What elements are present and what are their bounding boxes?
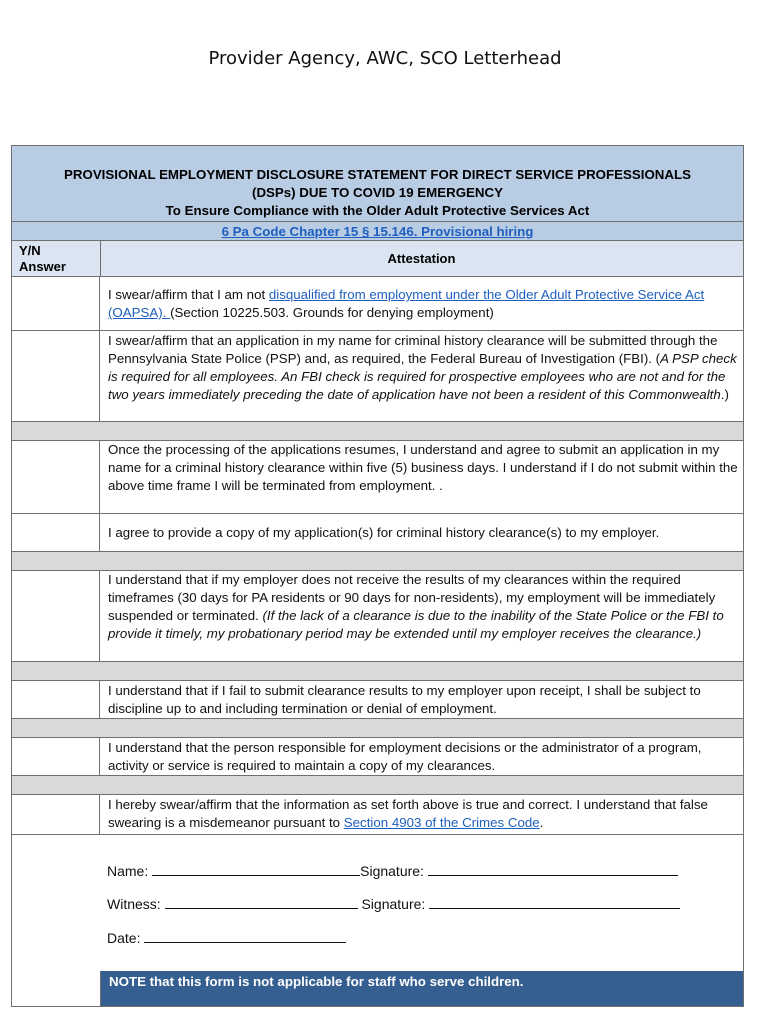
separator-row bbox=[12, 776, 743, 795]
yn-header-line2: Answer bbox=[19, 259, 66, 274]
form-purpose: To Ensure Compliance with the Older Adult Protective Services Act bbox=[165, 203, 590, 218]
letterhead-title: Provider Agency, AWC, SCO Letterhead bbox=[208, 48, 562, 69]
attestation-header: Attestation bbox=[387, 251, 456, 266]
signature-label: Signature: bbox=[360, 863, 428, 879]
witness-signature-line bbox=[107, 895, 680, 913]
witness-signature-field[interactable] bbox=[429, 895, 680, 909]
yn-answer-cell[interactable] bbox=[12, 441, 100, 513]
attestation-text-part: (Section 10225.503. Grounds for denying employment) bbox=[170, 305, 494, 320]
date-label: Date: bbox=[107, 930, 145, 946]
attestation-text bbox=[108, 286, 738, 322]
oapsa-link[interactable]: disqualified from employment under the Older Adult Protective Service Act (OAPSA). bbox=[108, 287, 705, 320]
attestation-text bbox=[108, 332, 738, 404]
attestation-row bbox=[12, 331, 743, 422]
attestation-text: Once the processing of the applications resumes, I understand and agree to submit an application in my name for a criminal history clearance within five (5) business days. I understand if I do not submit within the above time frame I will be terminated from employment. . bbox=[108, 442, 738, 493]
form-header bbox=[12, 146, 743, 222]
attestation-text-part: I hereby swear/affirm that the information as set forth above is true and correct. I understand that false swearing is a misdemeanor pursuant to bbox=[108, 797, 708, 830]
attestation-text-part: I understand that if my employer does not receive the results of my clearances within the required timeframes (30 days for PA residents or 90 days for non-residents), my employment will be immediately suspended or terminated. bbox=[108, 572, 716, 623]
date-line bbox=[107, 929, 346, 947]
separator-row bbox=[12, 422, 743, 441]
attestation-italic-note: (If the lack of a clearance is due to the inability of the State Police or the FBI to provide it timely, my probationary period may be extended until my employer receives the clearance.) bbox=[108, 608, 724, 641]
attestation-text-part: I swear/affirm that I am not bbox=[108, 287, 269, 302]
witness-signature-label: Signature: bbox=[357, 896, 430, 912]
attestation-text: I understand that if I fail to submit clearance results to my employer upon receipt, I shall be subject to discipline up to and including termination or denial of employment. bbox=[108, 683, 701, 716]
yn-answer-cell[interactable] bbox=[12, 277, 100, 330]
separator-row bbox=[12, 552, 743, 571]
attestation-text-part: I swear/affirm that an application in my name for criminal history clearance will be submitted through the Pennsylvania State Police (PSP) and, as required, the Federal Bureau of Investigation (FBI). ( bbox=[108, 333, 718, 366]
separator-row bbox=[12, 662, 743, 681]
crimes-code-link[interactable]: Section 4903 of the Crimes Code bbox=[343, 815, 540, 830]
attestation-text-part: . bbox=[539, 815, 544, 830]
attestation-row bbox=[12, 514, 743, 552]
attestation-row bbox=[12, 795, 743, 835]
attestation-text: I understand that the person responsible for employment decisions or the administrator of a program, activity or service is required to maintain a copy of my clearances. bbox=[108, 740, 702, 773]
yn-answer-cell[interactable] bbox=[12, 514, 100, 551]
attestation-text bbox=[108, 796, 738, 832]
reference-link[interactable]: 6 Pa Code Chapter 15 § 15.146. Provisional hiring bbox=[221, 224, 534, 239]
yn-answer-cell[interactable] bbox=[12, 738, 100, 775]
attestation-italic-note: A PSP check is required for all employees. An FBI check is required for prospective employees who are not and for the two years immediately preceding the date of application have not been a resident of this Commonwealth bbox=[108, 351, 737, 402]
attestation-text-part: .) bbox=[720, 387, 729, 402]
form-title: PROVISIONAL EMPLOYMENT DISCLOSURE STATEMENT FOR DIRECT SERVICE PROFESSIONALS bbox=[64, 167, 691, 182]
date-field[interactable] bbox=[144, 929, 346, 943]
attestation-row bbox=[12, 681, 743, 719]
note-banner: NOTE that this form is not applicable for staff who serve children. bbox=[100, 971, 743, 1007]
yn-answer-cell[interactable] bbox=[12, 571, 100, 661]
attestation-row bbox=[12, 738, 743, 776]
signature-field[interactable] bbox=[428, 862, 678, 876]
yn-answer-header bbox=[19, 243, 89, 275]
attestation-text bbox=[108, 571, 738, 643]
disclosure-form bbox=[11, 145, 744, 1007]
name-signature-line bbox=[107, 862, 678, 880]
attestation-row bbox=[12, 571, 743, 662]
attestation-text: I agree to provide a copy of my application(s) for criminal history clearance(s) to my employer. bbox=[108, 525, 660, 540]
yn-answer-cell[interactable] bbox=[12, 331, 100, 421]
separator-row bbox=[12, 719, 743, 738]
yn-answer-cell[interactable] bbox=[12, 795, 100, 834]
column-header bbox=[12, 241, 743, 277]
attestation-row bbox=[12, 441, 743, 514]
attestation-row bbox=[12, 277, 743, 331]
yn-answer-cell[interactable] bbox=[12, 681, 100, 718]
witness-label: Witness: bbox=[107, 896, 165, 912]
yn-header-line1: Y/N bbox=[19, 243, 41, 258]
witness-field[interactable] bbox=[165, 895, 358, 909]
reference-row bbox=[12, 222, 743, 241]
name-label: Name: bbox=[107, 863, 153, 879]
form-subtitle: (DSPs) DUE TO COVID 19 EMERGENCY bbox=[252, 185, 503, 200]
name-field[interactable] bbox=[152, 862, 360, 876]
